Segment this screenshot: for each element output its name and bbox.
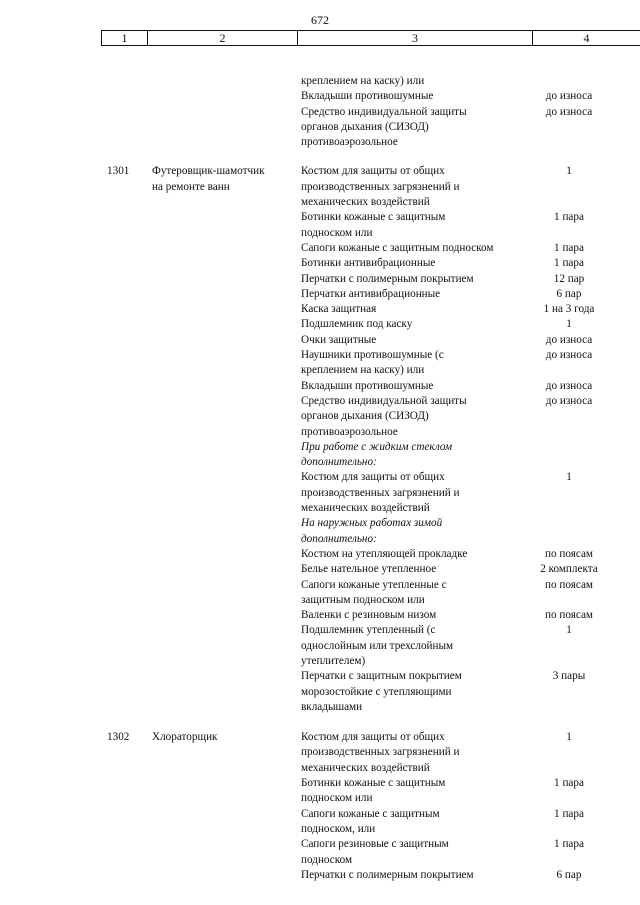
ppe-item	[301, 562, 640, 577]
ppe-item-name-line: Сапоги резиновые с защитным	[301, 838, 449, 851]
ppe-item-name	[301, 470, 510, 516]
ppe-item-quantity: 1 пара	[554, 211, 584, 224]
column-header-3: 3	[297, 31, 532, 45]
ppe-item-name-line: Ботинки кожаные с защитным	[301, 777, 446, 790]
condition-note	[301, 516, 640, 547]
ppe-item-name-line: Вкладыши противошумные	[301, 379, 434, 392]
ppe-item	[301, 302, 640, 317]
ppe-item-name-line: Перчатки с защитным покрытием	[301, 670, 462, 683]
ppe-item	[301, 348, 640, 379]
ppe-item-name	[301, 516, 510, 547]
ppe-item-quantity: до износа	[545, 349, 593, 362]
profession-line: на ремонте ванн	[152, 180, 230, 193]
ppe-item-name-line: противоаэрозольное	[301, 136, 398, 149]
ppe-item	[301, 89, 640, 104]
ppe-item	[301, 776, 640, 807]
ppe-list	[301, 74, 640, 150]
ppe-item-name	[301, 89, 510, 104]
condition-note	[301, 440, 640, 471]
ppe-list	[301, 730, 640, 883]
ppe-item-quantity: до износа	[545, 394, 593, 407]
column-header-1: 1	[101, 31, 147, 45]
profession-name	[152, 164, 292, 195]
ppe-item-name	[301, 776, 510, 807]
ppe-item-name-line: Вкладыши противошумные	[301, 90, 434, 103]
ppe-item	[301, 547, 640, 562]
ppe-item-name	[301, 623, 510, 669]
ppe-item-name-line: противоаэрозольное	[301, 425, 398, 438]
profession-line: Хлораторщик	[152, 731, 218, 744]
ppe-item-name-line: морозостойкие с утепляющими	[301, 685, 452, 698]
ppe-item-name	[301, 317, 510, 332]
ppe-item-quantity	[510, 516, 628, 547]
ppe-item-name-line: механических воздействий	[301, 196, 430, 209]
ppe-item-name-line: Каска защитная	[301, 303, 377, 316]
ppe-item-name-line: однослойным или трехслойным	[301, 639, 454, 652]
ppe-item-name	[301, 302, 510, 317]
ppe-item-name-line: производственных загрязнений и	[301, 486, 460, 499]
ppe-item	[301, 256, 640, 271]
ppe-item-name-line: Перчатки с полимерным покрытием	[301, 272, 474, 285]
ppe-item-quantity: 3 пары	[552, 670, 586, 683]
ppe-item-quantity: 1	[566, 624, 572, 637]
ppe-item-quantity: 1 пара	[554, 838, 584, 851]
ppe-item-name-line: подноском или	[301, 792, 373, 805]
ppe-item-name-line: Подшлемник под каску	[301, 318, 413, 331]
ppe-item	[301, 272, 640, 287]
ppe-item-quantity: до износа	[545, 90, 593, 103]
ppe-item-name-line: креплением на каску) или	[301, 364, 425, 377]
ppe-item-name-line: утеплителем)	[301, 654, 366, 667]
ppe-item-quantity: по поясам	[544, 578, 594, 591]
ppe-item-name-line: креплением на каску) или	[301, 75, 425, 87]
ppe-item-name-line: органов дыхания (СИЗОД)	[301, 410, 429, 423]
ppe-item-name-line: механических воздействий	[301, 502, 430, 515]
ppe-item	[301, 623, 640, 669]
ppe-item-name	[301, 807, 510, 838]
ppe-item-quantity: 1 пара	[554, 241, 584, 254]
ppe-item-name	[301, 272, 510, 287]
ppe-item-quantity: 12 пар	[553, 272, 585, 285]
ppe-item	[301, 837, 640, 868]
ppe-item	[301, 164, 640, 210]
ppe-item-name	[301, 74, 510, 89]
ppe-item-quantity: 1 пара	[554, 777, 584, 790]
ppe-item	[301, 379, 640, 394]
ppe-item-quantity: до износа	[545, 105, 593, 118]
ppe-item-name	[301, 578, 510, 609]
table-row	[0, 74, 640, 150]
ppe-item-name	[301, 608, 510, 623]
ppe-item-name-line: производственных загрязнений и	[301, 746, 460, 759]
ppe-item-name-line: подноском	[301, 853, 353, 866]
ppe-item-name-line: Ботинки антивибрационные	[301, 257, 436, 270]
ppe-item	[301, 807, 640, 838]
ppe-item-name	[301, 394, 510, 440]
ppe-item-quantity: по поясам	[544, 547, 594, 560]
ppe-item-name	[301, 164, 510, 210]
ppe-item-name-line: Перчатки антивибрационные	[301, 287, 441, 300]
ppe-item-quantity: 1 пара	[554, 807, 584, 820]
table-row	[0, 730, 640, 883]
ppe-item-name-line: Очки защитные	[301, 333, 377, 346]
ppe-item-quantity: до износа	[545, 379, 593, 392]
ppe-item-name	[301, 868, 510, 883]
ppe-item	[301, 394, 640, 440]
ppe-item-name	[301, 562, 510, 577]
ppe-item-name-line: дополнительно:	[301, 456, 377, 469]
ppe-item-name	[301, 105, 510, 151]
ppe-item	[301, 241, 640, 256]
ppe-item-name	[301, 333, 510, 348]
ppe-item-name-line: подноском, или	[301, 822, 376, 835]
ppe-item-name	[301, 348, 510, 379]
ppe-item-name	[301, 837, 510, 868]
ppe-item-name-line: Наушники противошумные (с	[301, 349, 444, 362]
ppe-item-name	[301, 210, 510, 241]
table-row	[0, 164, 640, 715]
ppe-item	[301, 868, 640, 883]
ppe-list	[301, 164, 640, 715]
ppe-item-name-line: Белье нательное утепленное	[301, 563, 437, 576]
ppe-item	[301, 470, 640, 516]
ppe-item-name	[301, 669, 510, 715]
profession-line: Футеровщик-шамотчик	[152, 165, 265, 178]
ppe-item-name-line: Перчатки с полимерным покрытием	[301, 868, 474, 881]
ppe-item-quantity: 1	[566, 731, 572, 744]
ppe-item-name	[301, 440, 510, 471]
ppe-item	[301, 210, 640, 241]
table-body	[0, 60, 640, 883]
row-code: 1301	[107, 165, 130, 178]
ppe-item-name-line: При работе с жидким стеклом	[301, 440, 453, 453]
ppe-item-quantity: 1 на 3 года	[543, 303, 595, 316]
ppe-item-name	[301, 547, 510, 562]
ppe-item	[301, 608, 640, 623]
ppe-item-quantity: 6 пар	[556, 868, 582, 881]
column-header-2: 2	[147, 31, 297, 45]
ppe-item	[301, 105, 640, 151]
ppe-item-name	[301, 379, 510, 394]
ppe-item-name-line: органов дыхания (СИЗОД)	[301, 120, 429, 133]
ppe-item-name-line: Сапоги кожаные с защитным	[301, 807, 440, 820]
ppe-item-name-line: Валенки с резиновым низом	[301, 609, 437, 622]
ppe-item-name-line: защитным подноском или	[301, 593, 425, 606]
ppe-item	[301, 333, 640, 348]
ppe-item-name	[301, 730, 510, 776]
ppe-item-quantity	[510, 74, 628, 89]
ppe-item-name	[301, 287, 510, 302]
ppe-item	[301, 287, 640, 302]
ppe-item	[301, 74, 640, 89]
row-code: 1302	[107, 731, 130, 744]
ppe-item-name-line: На наружных работах зимой	[301, 517, 443, 530]
ppe-item-name-line: Средство индивидуальной защиты	[301, 394, 467, 407]
ppe-item-name-line: вкладышами	[301, 700, 363, 713]
ppe-item-name-line: Костюм на утепляющей прокладке	[301, 547, 468, 560]
ppe-item	[301, 730, 640, 776]
ppe-item	[301, 578, 640, 609]
ppe-item-name-line: Костюм для защиты от общих	[301, 731, 445, 744]
ppe-item-quantity: 1 пара	[554, 257, 584, 270]
ppe-item	[301, 669, 640, 715]
ppe-item-name	[301, 256, 510, 271]
ppe-item-quantity: до износа	[545, 333, 593, 346]
profession-name	[152, 730, 292, 745]
page-number: 672	[311, 13, 329, 27]
column-header-4: 4	[532, 31, 640, 45]
ppe-item-quantity	[510, 440, 628, 471]
ppe-item-name-line: Костюм для защиты от общих	[301, 165, 445, 178]
ppe-item-name-line: Сапоги кожаные с защитным подноском	[301, 241, 494, 254]
ppe-item-name-line: подноском или	[301, 226, 373, 239]
ppe-item-quantity: 1	[566, 165, 572, 178]
ppe-item-name-line: дополнительно:	[301, 532, 377, 545]
ppe-item-name-line: Костюм для защиты от общих	[301, 471, 445, 484]
ppe-item-name-line: Сапоги кожаные утепленные с	[301, 578, 447, 591]
ppe-item-quantity: 1	[566, 318, 572, 331]
ppe-item-quantity: 2 комплекта	[540, 563, 598, 576]
table-header	[101, 30, 640, 46]
ppe-item-name-line: Ботинки кожаные с защитным	[301, 211, 446, 224]
ppe-item-name	[301, 241, 510, 256]
ppe-item-quantity: 1	[566, 471, 572, 484]
ppe-item-quantity: 6 пар	[556, 287, 582, 300]
ppe-item-name-line: Подшлемник утепленный (с	[301, 624, 436, 637]
ppe-item	[301, 317, 640, 332]
ppe-item-name-line: Средство индивидуальной защиты	[301, 105, 467, 118]
ppe-item-name-line: производственных загрязнений и	[301, 180, 460, 193]
ppe-item-name-line: механических воздействий	[301, 761, 430, 774]
ppe-item-quantity: по поясам	[544, 609, 594, 622]
